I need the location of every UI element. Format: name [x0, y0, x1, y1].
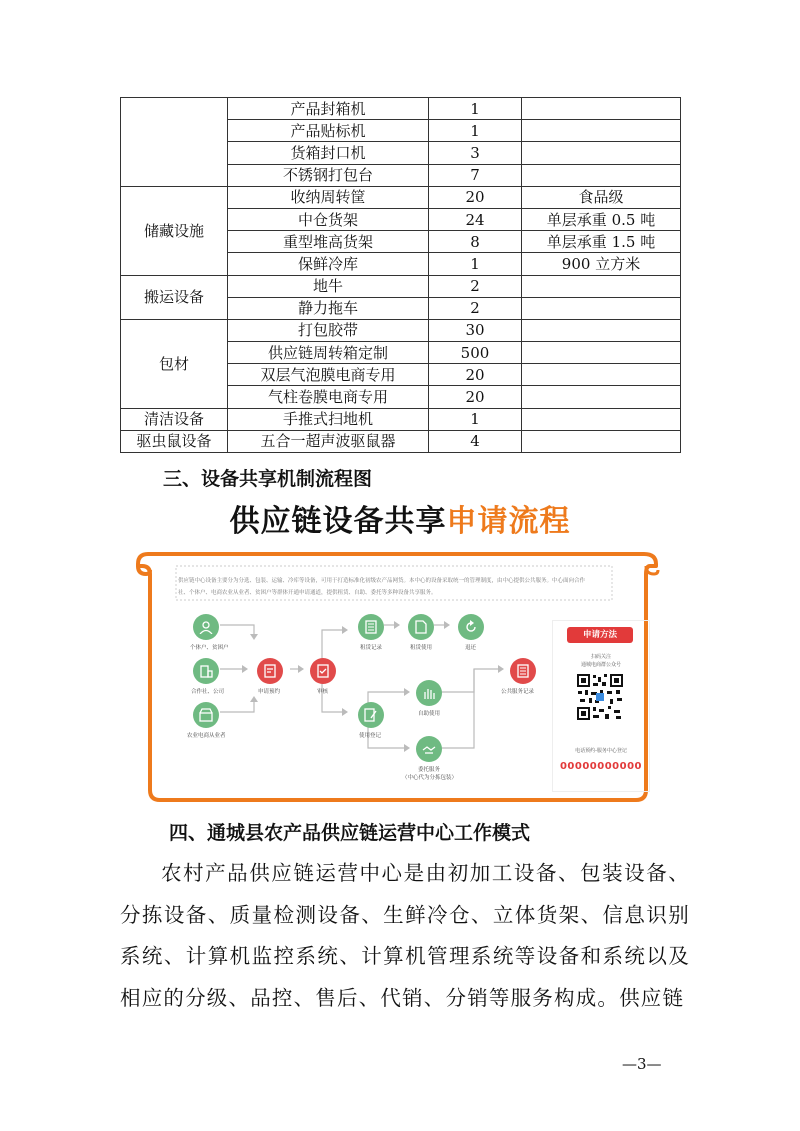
- entrust-service-label: 委托服务: [418, 767, 441, 773]
- quantity-cell: 20: [429, 364, 522, 386]
- building-icon: [199, 664, 213, 678]
- note-cell: 单层承重 0.5 吨: [522, 208, 681, 230]
- note-cell: [522, 142, 681, 164]
- category-cell: [121, 98, 228, 187]
- self-use-label: 自助使用: [418, 711, 441, 717]
- item-name-cell: 产品封箱机: [228, 98, 429, 120]
- item-name-cell: 双层气泡膜电商专用: [228, 364, 429, 386]
- use-register-node: [358, 702, 384, 728]
- flowchart-title-accent: 申请流程: [446, 504, 571, 539]
- lease-use-node: [408, 614, 434, 640]
- list-icon: [364, 620, 378, 634]
- note-cell: 900 立方米: [522, 253, 681, 275]
- edit-icon: [364, 708, 378, 722]
- quantity-cell: 4: [429, 430, 522, 452]
- category-cell: 包材: [121, 319, 228, 408]
- ecommerce-applicant-label: 农业电商从业者: [187, 733, 226, 739]
- ecommerce-applicant-node: [193, 702, 219, 728]
- item-name-cell: 产品贴标机: [228, 120, 429, 142]
- application-method-panel: [552, 620, 650, 792]
- qr-code-icon[interactable]: [576, 673, 624, 721]
- item-name-cell: 收纳周转筐: [228, 186, 429, 208]
- handshake-icon: [422, 742, 436, 756]
- return-node: [458, 614, 484, 640]
- item-name-cell: 不锈钢打包台: [228, 164, 429, 186]
- cooperative-applicant-label: 合作社、公司: [191, 689, 225, 695]
- item-name-cell: 手推式扫地机: [228, 408, 429, 430]
- flowchart-title-main: 供应链设备共享: [229, 504, 447, 539]
- return-label: 退还: [465, 645, 477, 651]
- quantity-cell: 1: [429, 253, 522, 275]
- item-name-cell: 静力拖车: [228, 297, 429, 319]
- item-name-cell: 重型堆高货架: [228, 231, 429, 253]
- entrust-service-node: [416, 736, 442, 762]
- quantity-cell: 7: [429, 164, 522, 186]
- entrust-service-note: （中心代为分拣包装）: [402, 775, 458, 781]
- item-name-cell: 打包胶带: [228, 319, 429, 341]
- person-icon: [199, 620, 213, 634]
- quantity-cell: 500: [429, 342, 522, 364]
- table-row: [121, 186, 681, 208]
- item-name-cell: 中仓货架: [228, 208, 429, 230]
- quantity-cell: 1: [429, 120, 522, 142]
- public-record-label: 公共服务记录: [501, 689, 535, 695]
- note-cell: [522, 120, 681, 142]
- self-use-node: [416, 680, 442, 706]
- lease-record-label: 租赁记录: [360, 645, 383, 651]
- category-cell: 储藏设施: [121, 186, 228, 275]
- check-document-icon: [316, 664, 330, 678]
- quantity-cell: 2: [429, 275, 522, 297]
- review-label: 审核: [317, 689, 329, 695]
- lease-use-label: 租赁使用: [410, 645, 433, 651]
- section-4-heading: 四、通城县农产品供应链运营中心工作模式: [169, 822, 531, 844]
- phone-booking-label: 电话预约-服务中心登记: [575, 748, 627, 754]
- quantity-cell: 2: [429, 297, 522, 319]
- table-row: [121, 319, 681, 341]
- table-row: [121, 98, 681, 120]
- note-cell: [522, 98, 681, 120]
- store-icon: [199, 708, 213, 722]
- phone-number: 00000000000: [559, 761, 643, 772]
- item-name-cell: 保鲜冷库: [228, 253, 429, 275]
- individual-applicant-node: [193, 614, 219, 640]
- item-name-cell: 地牛: [228, 275, 429, 297]
- application-method-button[interactable]: 申请方法: [567, 627, 633, 643]
- form-icon: [263, 664, 277, 678]
- apply-label: 申请预约: [258, 689, 281, 695]
- note-cell: [522, 364, 681, 386]
- scan-account-name: 通城电商群公众号: [580, 662, 621, 668]
- scan-instruction: 扫码关注: [590, 654, 611, 660]
- quantity-cell: 20: [429, 186, 522, 208]
- section-3-heading: 三、设备共享机制流程图: [163, 468, 373, 490]
- individual-applicant-label: 个体户、贫困户: [190, 645, 229, 651]
- table-row: [121, 430, 681, 452]
- category-cell: 驱虫鼠设备: [121, 430, 228, 452]
- apply-node: [257, 658, 283, 684]
- flowchart-title: [120, 496, 680, 540]
- item-name-cell: 货箱封口机: [228, 142, 429, 164]
- note-cell: [522, 164, 681, 186]
- lease-record-node: [358, 614, 384, 640]
- note-cell: [522, 386, 681, 408]
- note-cell: 单层承重 1.5 吨: [522, 231, 681, 253]
- quantity-cell: 8: [429, 231, 522, 253]
- note-cell: [522, 319, 681, 341]
- note-cell: [522, 275, 681, 297]
- note-cell: 食品级: [522, 186, 681, 208]
- quantity-cell: 1: [429, 408, 522, 430]
- equipment-table: [120, 97, 681, 453]
- note-cell: [522, 342, 681, 364]
- page-number: —3—: [622, 1055, 662, 1073]
- quantity-cell: 3: [429, 142, 522, 164]
- note-cell: [522, 297, 681, 319]
- table-row: [121, 408, 681, 430]
- note-cell: [522, 430, 681, 452]
- return-icon: [464, 620, 478, 634]
- cooperative-applicant-node: [193, 658, 219, 684]
- document-icon: [414, 620, 428, 634]
- quantity-cell: 1: [429, 98, 522, 120]
- review-node: [310, 658, 336, 684]
- note-cell: [522, 408, 681, 430]
- flowchart-figure: [120, 492, 680, 808]
- flowchart-intro-text: 供应链中心设备主要分为分选、包装、运输、冷库等设备，可用于打造标准化初级农产品网货。本中心的设备采取统一的管理制度，由中心提供公共服务。中心面向合作社、个体户、电商农业从业者、贫困户等群体开通申请通道，提供租赁、自助、委托等多种设备共享服务。: [178, 578, 586, 596]
- item-name-cell: 五合一超声波驱鼠器: [228, 430, 429, 452]
- item-name-cell: 供应链周转箱定制: [228, 342, 429, 364]
- use-register-label: 使用登记: [359, 733, 382, 739]
- hand-icon: [422, 686, 436, 700]
- item-name-cell: 气柱卷膜电商专用: [228, 386, 429, 408]
- quantity-cell: 24: [429, 208, 522, 230]
- quantity-cell: 30: [429, 319, 522, 341]
- quantity-cell: 20: [429, 386, 522, 408]
- table-row: [121, 275, 681, 297]
- public-record-node: [510, 658, 536, 684]
- category-cell: 搬运设备: [121, 275, 228, 319]
- category-cell: 清洁设备: [121, 408, 228, 430]
- section-4-paragraph: 农村产品供应链运营中心是由初加工设备、包装设备、分拣设备、质量检测设备、生鲜冷仓、立体货架、信息识别系统、计算机监控系统、计算机管理系统等设备和系统以及相应的分级、品控、售后、代销、分销等服务构成。供应链: [120, 861, 690, 1010]
- list-icon: [516, 664, 530, 678]
